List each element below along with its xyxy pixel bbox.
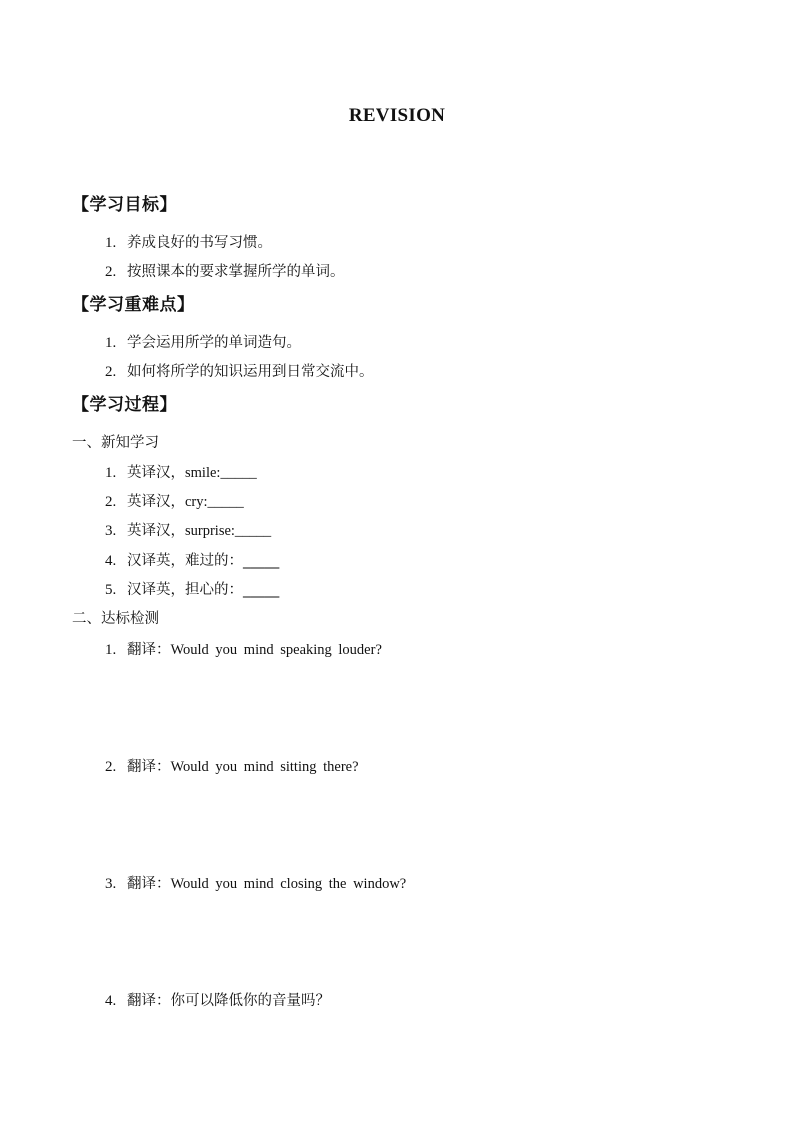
translation-item-sentence: Would you mind closing the window? bbox=[170, 876, 407, 892]
translation-item bbox=[105, 989, 330, 1010]
section-heading-keypoints: 【学习重难点】 bbox=[72, 295, 195, 315]
vocab-item bbox=[105, 461, 257, 482]
translation-item bbox=[105, 872, 406, 893]
part-heading-new-knowledge: 一、新知学习 bbox=[72, 435, 159, 451]
goal-item bbox=[105, 231, 272, 252]
vocab-item bbox=[105, 490, 244, 511]
translation-item-sentence: Would you mind sitting there? bbox=[170, 759, 359, 775]
vocab-item-prefix: 英译汉， bbox=[127, 494, 185, 510]
translation-item-prefix: 翻译： bbox=[127, 993, 171, 1009]
goal-item-number: 2. bbox=[105, 264, 117, 280]
vocab-item bbox=[105, 549, 279, 570]
vocab-item bbox=[105, 578, 279, 599]
section-heading-goals: 【学习目标】 bbox=[72, 195, 177, 215]
vocab-item-number: 4. bbox=[105, 553, 117, 569]
translation-item bbox=[105, 755, 359, 776]
translation-item-prefix: 翻译： bbox=[127, 876, 171, 892]
vocab-item-word: cry:_____ bbox=[185, 494, 244, 510]
goal-item bbox=[105, 260, 345, 281]
translation-item-number: 4. bbox=[105, 993, 117, 1009]
vocab-item-word: 担心的：_____ bbox=[185, 582, 280, 598]
vocab-item-number: 2. bbox=[105, 494, 117, 510]
vocab-item-word: 难过的：_____ bbox=[185, 553, 280, 569]
translation-item bbox=[105, 638, 382, 659]
keypoint-item-number: 2. bbox=[105, 364, 117, 380]
goal-item-text: 按照课本的要求掌握所学的单词。 bbox=[127, 264, 345, 280]
vocab-item-number: 5. bbox=[105, 582, 117, 598]
vocab-item-prefix: 英译汉， bbox=[127, 465, 185, 481]
vocab-item-number: 3. bbox=[105, 523, 117, 539]
goal-item-number: 1. bbox=[105, 235, 117, 251]
vocab-item-prefix: 汉译英， bbox=[127, 553, 185, 569]
translation-item-prefix: 翻译： bbox=[127, 642, 171, 658]
vocab-item-prefix: 汉译英， bbox=[127, 582, 185, 598]
keypoint-item-text: 如何将所学的知识运用到日常交流中。 bbox=[127, 364, 374, 380]
part-heading-assessment: 二、达标检测 bbox=[72, 611, 159, 627]
translation-item-number: 3. bbox=[105, 876, 117, 892]
vocab-item-number: 1. bbox=[105, 465, 117, 481]
vocab-item-prefix: 英译汉， bbox=[127, 523, 185, 539]
document-title: REVISION bbox=[348, 105, 446, 126]
translation-item-number: 2. bbox=[105, 759, 117, 775]
keypoint-item bbox=[105, 331, 301, 352]
vocab-item bbox=[105, 519, 271, 540]
vocab-item-word: smile:_____ bbox=[185, 465, 257, 481]
keypoint-item bbox=[105, 360, 374, 381]
section-heading-process: 【学习过程】 bbox=[72, 395, 177, 415]
translation-item-sentence: Would you mind speaking louder? bbox=[170, 642, 382, 658]
keypoint-item-text: 学会运用所学的单词造句。 bbox=[127, 335, 301, 351]
vocab-item-word: surprise:_____ bbox=[185, 523, 272, 539]
translation-item-sentence: 你可以降低你的音量吗？ bbox=[170, 993, 330, 1009]
keypoint-item-number: 1. bbox=[105, 335, 117, 351]
translation-item-prefix: 翻译： bbox=[127, 759, 171, 775]
goal-item-text: 养成良好的书写习惯。 bbox=[127, 235, 272, 251]
translation-item-number: 1. bbox=[105, 642, 117, 658]
